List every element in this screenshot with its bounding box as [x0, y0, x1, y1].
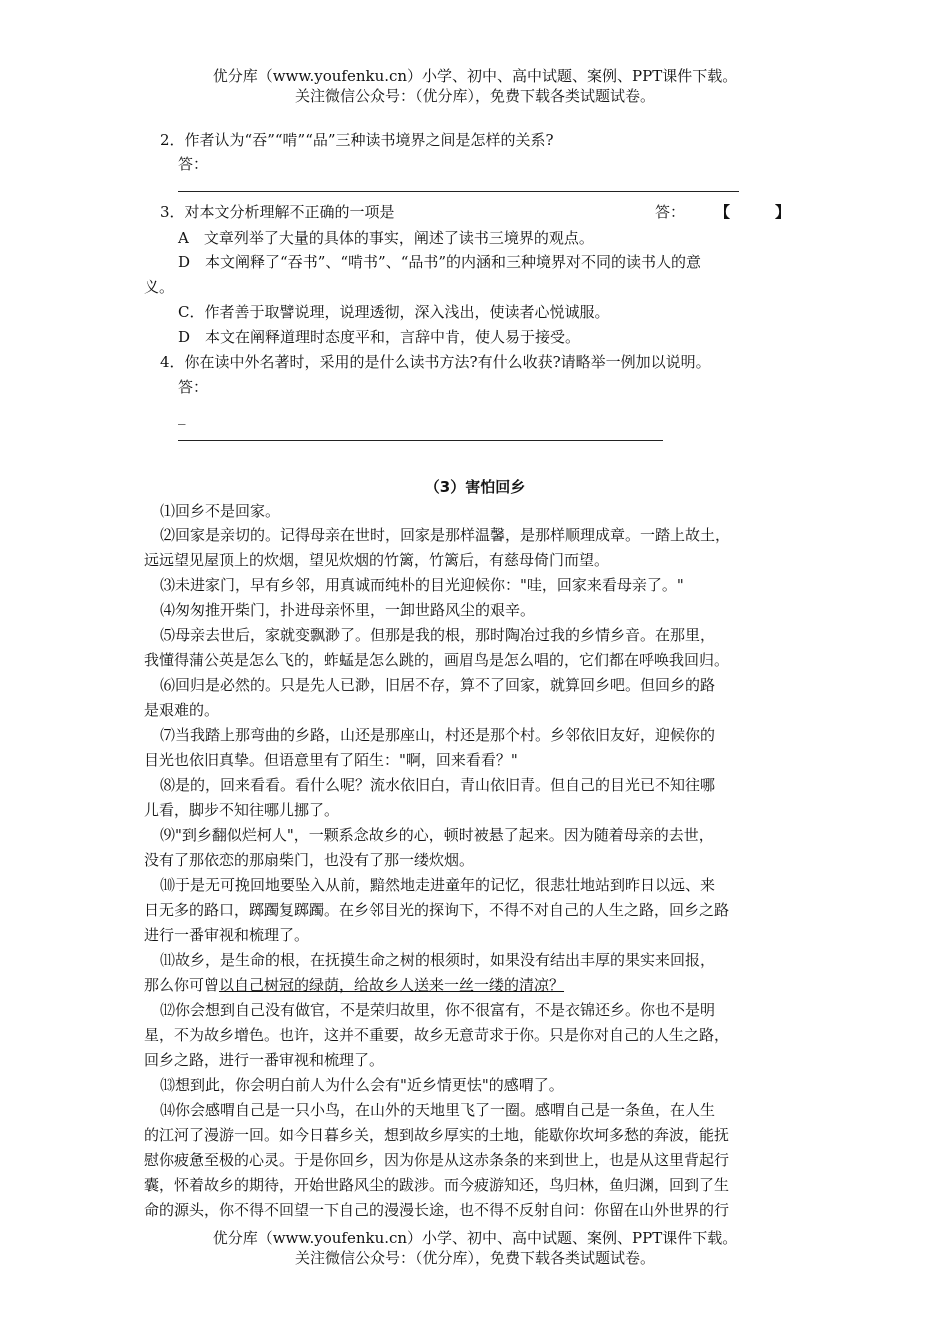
footer-line-1: 优分库（www.youfenku.cn）小学、初中、高中试题、案例、PPT课件下载。: [212, 1229, 738, 1247]
underlined-question-text: 以自己树冠的绿荫，给故乡人送来一丝一缕的清凉？: [219, 976, 565, 994]
article-line: 是艰难的。: [144, 701, 220, 719]
question-3-option-c: C．作者善于取譬说理，说理透彻，深入浅出，使读者心悦诚服。: [178, 303, 610, 321]
question-3: 3．对本文分析理解不正确的一项是: [160, 203, 395, 221]
article-line: ⑴回乡不是回家。: [160, 502, 281, 520]
article-line: ⑹回归是必然的。只是先人已渺，旧居不存，算不了回家，就算回乡吧。但回乡的路: [160, 676, 716, 694]
article-line: ⑸母亲去世后，家就变飘渺了。但那是我的根，那时陶冶过我的乡情乡音。在那里，: [160, 626, 716, 644]
article-line: 回乡之路，进行一番审视和梳理了。: [144, 1051, 385, 1069]
article-line: 没有了那依恋的那扇柴门，也没有了那一缕炊烟。: [144, 851, 475, 869]
article-line: ⑻是的，回来看看。看什么呢？流水依旧白，青山依旧青。但自己的目光已不知往哪: [160, 776, 716, 794]
page-header: [0, 66, 950, 106]
article-line: ⑾故乡，是生命的根，在抚摸生命之树的根须时，如果没有结出丰厚的果实来回报，: [160, 951, 716, 969]
answer-line-q2: [178, 191, 739, 192]
question-3-option-a: A 文章列举了大量的具体的事实，阐述了读书三境界的观点。: [178, 229, 594, 247]
article-line: 远远望见屋顶上的炊烟，望见炊烟的竹篱，竹篱后，有慈母倚门而望。: [144, 551, 610, 569]
article-line: ⑿你会想到自己没有做官，不是荣归故里，你不很富有，不是衣锦还乡。你也不是明: [160, 1001, 716, 1019]
article-line: 我懂得蒲公英是怎么飞的，蚱蜢是怎么跳的，画眉鸟是怎么唱的，它们都在呼唤我回归。: [144, 651, 730, 669]
question-3-option-d2: D 本文在阐释道理时态度平和，言辞中肯，使人易于接受。: [178, 328, 581, 346]
article-line: 日无多的路口，踯躅复踯躅。在乡邻目光的探询下，不得不对自己的人生之路，回乡之路: [144, 901, 730, 919]
question-3-answer-bracket: 【 】: [715, 203, 791, 221]
article-line: 慰你疲惫至极的心灵。于是你回乡，因为你是从这赤条条的来到世上，也是从这里背起行: [144, 1151, 730, 1169]
article-line: 目光也依旧真挚。但语意里有了陌生："啊，回来看看？": [144, 751, 518, 769]
article-line: 儿看，脚步不知往哪儿挪了。: [144, 801, 340, 819]
article-title: （3）害怕回乡: [424, 478, 526, 496]
article-line: 进行一番审视和梳理了。: [144, 926, 310, 944]
article-line: ⑶未进家门，早有乡邻，用真诚而纯朴的目光迎候你："哇，回家来看母亲了。": [160, 576, 684, 594]
article-line: ⑵回家是亲切的。记得母亲在世时，回家是那样温馨，是那样顺理成章。一踏上故土，: [160, 526, 731, 544]
header-line-1: 优分库（www.youfenku.cn）小学、初中、高中试题、案例、PPT课件下载。: [212, 67, 738, 85]
article-line: 囊，怀着故乡的期待，开始世路风尘的跋涉。而今疲游知还，鸟归林，鱼归渊，回到了生: [144, 1176, 730, 1194]
article-line: ⑼"到乡翻似烂柯人"，一颗系念故乡的心，顿时被悬了起来。因为随着母亲的去世，: [160, 826, 714, 844]
header-line-2: 关注微信公众号：（优分库），免费下载各类试题试卷。: [294, 87, 655, 105]
question-2-answer-label: 答：: [178, 155, 209, 173]
question-2: 2．作者认为“吞”“啃”“品”三种读书境界之间是怎样的关系?: [160, 131, 554, 149]
question-3-option-d1: D 本文阐释了“吞书”、“啃书”、“品书”的内涵和三种境界对不同的读书人的意: [178, 253, 702, 271]
question-4-answer-dash: _: [178, 407, 186, 425]
article-line: ⒁你会感喟自己是一只小鸟，在山外的天地里飞了一圈。感喟自己是一条鱼，在人生: [160, 1101, 716, 1119]
question-3-option-d1-cont: 义。: [144, 278, 175, 296]
article-line: 星，不为故乡增色。也许，这并不重要，故乡无意苛求于你。只是你对自己的人生之路，: [144, 1026, 730, 1044]
article-line: 命的源头，你不得不回望一下自己的漫漫长途，也不得不反射自问：你留在山外世界的行: [144, 1201, 730, 1219]
article-line-plain: 那么你可曾: [144, 976, 220, 994]
article-line: 的江河了漫游一回。如今日暮乡关，想到故乡厚实的土地，能歇你坎坷多愁的奔波，能抚: [144, 1126, 730, 1144]
article-line: ⑽于是无可挽回地要坠入从前，黯然地走进童年的记忆，很悲壮地站到昨日以远、来: [160, 876, 716, 894]
question-4: 4．你在读中外名著时，采用的是什么读书方法?有什么收获?请略举一例加以说明。: [160, 353, 711, 371]
page-footer: [0, 1228, 950, 1268]
article-line: ⑷匆匆推开柴门，扑进母亲怀里，一卸世路风尘的艰辛。: [160, 601, 536, 619]
article-line: [144, 975, 564, 995]
footer-line-2: 关注微信公众号：（优分库），免费下载各类试题试卷。: [294, 1249, 655, 1267]
article-line: ⑺当我踏上那弯曲的乡路，山还是那座山，村还是那个村。乡邻依旧友好，迎候你的: [160, 726, 716, 744]
article-line: ⒀想到此，你会明白前人为什么会有"近乡情更怯"的感喟了。: [160, 1076, 564, 1094]
question-4-answer-label: 答：: [178, 378, 209, 396]
answer-line-q4: [178, 440, 663, 441]
question-3-answer-label: 答：: [655, 203, 686, 221]
